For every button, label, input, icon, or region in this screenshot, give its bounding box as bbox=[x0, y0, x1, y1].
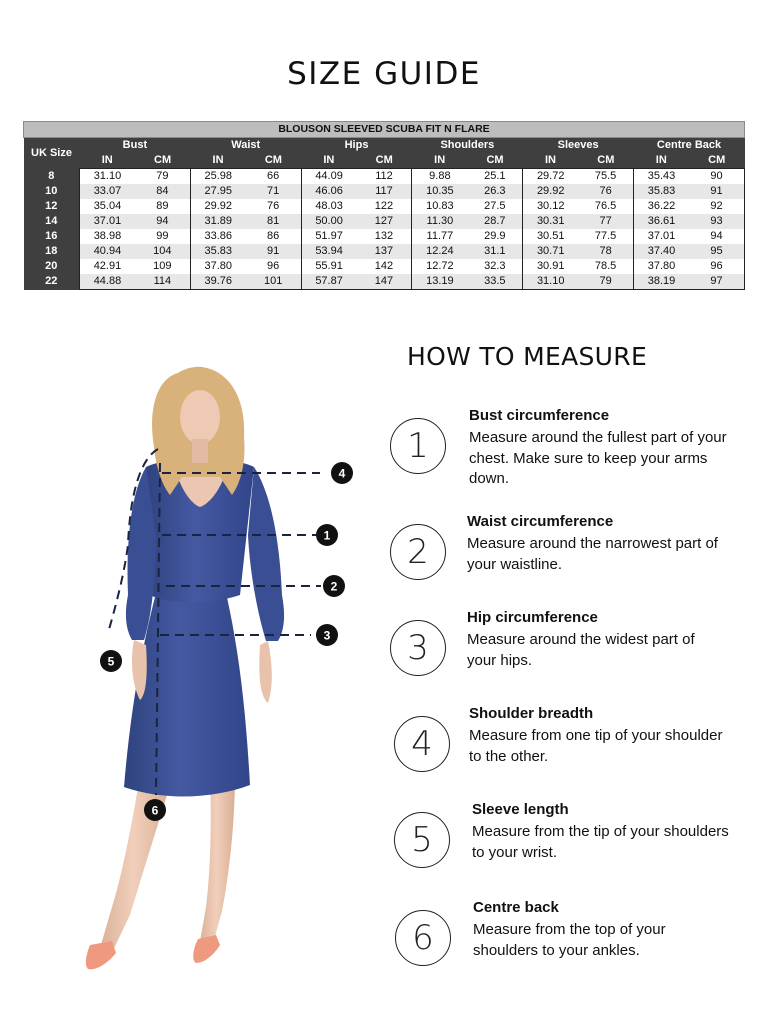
size-cell: 20 bbox=[24, 259, 80, 274]
table-cell: 96 bbox=[689, 259, 745, 274]
marker-2-label: 2 bbox=[330, 579, 338, 594]
table-cell: 31.89 bbox=[190, 214, 245, 229]
unit-header: CM bbox=[689, 153, 745, 169]
table-cell: 25.1 bbox=[467, 169, 522, 185]
table-cell: 35.04 bbox=[80, 199, 135, 214]
table-cell: 26.3 bbox=[467, 184, 522, 199]
size-cell: 18 bbox=[24, 244, 80, 259]
table-cell: 99 bbox=[135, 229, 190, 244]
step-centre-back bbox=[390, 899, 760, 990]
table-cell: 101 bbox=[246, 274, 301, 290]
table-cell: 37.80 bbox=[634, 259, 689, 274]
unit-header: CM bbox=[578, 153, 633, 169]
table-cell: 32.3 bbox=[467, 259, 522, 274]
table-cell: 30.31 bbox=[523, 214, 578, 229]
table-row bbox=[24, 184, 745, 199]
table-cell: 44.88 bbox=[80, 274, 135, 290]
shoe-left bbox=[86, 941, 116, 969]
table-cell: 33.07 bbox=[80, 184, 135, 199]
table-cell: 29.72 bbox=[523, 169, 578, 185]
table-cell: 30.12 bbox=[523, 199, 578, 214]
size-cell: 8 bbox=[24, 169, 80, 185]
unit-header: CM bbox=[467, 153, 522, 169]
table-cell: 78 bbox=[578, 244, 633, 259]
table-cell: 79 bbox=[135, 169, 190, 185]
step-shoulders bbox=[390, 705, 760, 796]
size-cell: 22 bbox=[24, 274, 80, 290]
marker-4-label: 4 bbox=[338, 466, 346, 481]
table-cell: 33.86 bbox=[190, 229, 245, 244]
step-title: Bust circumference bbox=[469, 407, 610, 424]
marker-6-label: 6 bbox=[151, 803, 159, 818]
step-sleeves bbox=[390, 801, 760, 892]
unit-header: IN bbox=[301, 153, 356, 169]
unit-header: CM bbox=[135, 153, 190, 169]
table-cell: 30.91 bbox=[523, 259, 578, 274]
table-cell: 10.35 bbox=[412, 184, 467, 199]
table-cell: 94 bbox=[689, 229, 745, 244]
unit-header: IN bbox=[523, 153, 578, 169]
table-cell: 109 bbox=[135, 259, 190, 274]
step-description: Measure around the widest part of your hips. bbox=[467, 631, 695, 669]
table-cell: 37.01 bbox=[634, 229, 689, 244]
table-cell: 25.98 bbox=[190, 169, 245, 185]
group-header-bust: Bust bbox=[80, 138, 191, 154]
marker-1-label: 1 bbox=[323, 528, 331, 543]
size-table bbox=[23, 121, 745, 290]
table-cell: 31.1 bbox=[467, 244, 522, 259]
table-cell: 132 bbox=[357, 229, 412, 244]
unit-header: IN bbox=[412, 153, 467, 169]
table-cell: 95 bbox=[689, 244, 745, 259]
table-cell: 44.09 bbox=[301, 169, 356, 185]
step-description: Measure from the tip of your shoulders to your wrist. bbox=[472, 823, 729, 861]
table-cell: 42.91 bbox=[80, 259, 135, 274]
model-figure bbox=[70, 355, 360, 985]
group-header-centre-back: Centre Back bbox=[634, 138, 745, 154]
sleeve-right bbox=[248, 467, 284, 641]
table-cell: 76.5 bbox=[578, 199, 633, 214]
table-cell: 76 bbox=[246, 199, 301, 214]
size-header: UK Size bbox=[24, 138, 80, 169]
table-cell: 31.10 bbox=[523, 274, 578, 290]
table-cell: 13.19 bbox=[412, 274, 467, 290]
step-description: Measure from one tip of your shoulder to the other. bbox=[469, 727, 723, 765]
table-cell: 75.5 bbox=[578, 169, 633, 185]
table-cell: 38.19 bbox=[634, 274, 689, 290]
step-description: Measure from the top of your shoulders to your ankles. bbox=[473, 921, 666, 959]
group-header-hips: Hips bbox=[301, 138, 412, 154]
table-cell: 89 bbox=[135, 199, 190, 214]
table-title: BLOUSON SLEEVED SCUBA FIT N FLARE bbox=[24, 122, 745, 138]
group-header-shoulders: Shoulders bbox=[412, 138, 523, 154]
table-cell: 29.9 bbox=[467, 229, 522, 244]
table-cell: 78.5 bbox=[578, 259, 633, 274]
table-cell: 31.10 bbox=[80, 169, 135, 185]
step-number-circle: 3 bbox=[390, 620, 446, 676]
table-cell: 33.5 bbox=[467, 274, 522, 290]
table-row bbox=[24, 214, 745, 229]
how-to-measure-title: HOW TO MEASURE bbox=[407, 342, 648, 371]
step-title: Waist circumference bbox=[467, 513, 614, 530]
table-cell: 114 bbox=[135, 274, 190, 290]
table-cell: 91 bbox=[246, 244, 301, 259]
step-number-circle: 4 bbox=[394, 716, 450, 772]
table-cell: 37.01 bbox=[80, 214, 135, 229]
neck bbox=[192, 439, 208, 463]
step-number-circle: 1 bbox=[390, 418, 446, 474]
table-cell: 30.51 bbox=[523, 229, 578, 244]
unit-header: CM bbox=[246, 153, 301, 169]
table-cell: 97 bbox=[689, 274, 745, 290]
table-cell: 55.91 bbox=[301, 259, 356, 274]
table-cell: 147 bbox=[357, 274, 412, 290]
table-cell: 92 bbox=[689, 199, 745, 214]
table-cell: 27.5 bbox=[467, 199, 522, 214]
table-cell: 29.92 bbox=[523, 184, 578, 199]
unit-header: IN bbox=[634, 153, 689, 169]
table-cell: 76 bbox=[578, 184, 633, 199]
step-title: Centre back bbox=[473, 899, 559, 916]
unit-header: CM bbox=[357, 153, 412, 169]
table-cell: 35.43 bbox=[634, 169, 689, 185]
step-description: Measure around the narrowest part of your waistline. bbox=[467, 535, 718, 573]
table-cell: 142 bbox=[357, 259, 412, 274]
size-cell: 12 bbox=[24, 199, 80, 214]
step-description: Measure around the fullest part of your chest. Make sure to keep your arms down. bbox=[469, 429, 727, 487]
table-cell: 96 bbox=[246, 259, 301, 274]
group-header-waist: Waist bbox=[190, 138, 301, 154]
table-cell: 51.97 bbox=[301, 229, 356, 244]
unit-header: IN bbox=[190, 153, 245, 169]
table-cell: 12.24 bbox=[412, 244, 467, 259]
size-cell: 14 bbox=[24, 214, 80, 229]
table-cell: 117 bbox=[357, 184, 412, 199]
table-cell: 38.98 bbox=[80, 229, 135, 244]
table-cell: 91 bbox=[689, 184, 745, 199]
table-cell: 48.03 bbox=[301, 199, 356, 214]
table-cell: 71 bbox=[246, 184, 301, 199]
step-number-circle: 5 bbox=[394, 812, 450, 868]
table-cell: 84 bbox=[135, 184, 190, 199]
table-cell: 57.87 bbox=[301, 274, 356, 290]
table-row bbox=[24, 199, 745, 214]
shoe-right bbox=[193, 935, 220, 963]
marker-3-label: 3 bbox=[323, 628, 331, 643]
step-number-circle: 6 bbox=[395, 910, 451, 966]
table-cell: 37.80 bbox=[190, 259, 245, 274]
step-waist bbox=[390, 513, 760, 604]
group-header-sleeves: Sleeves bbox=[523, 138, 634, 154]
step-hips bbox=[390, 609, 760, 700]
table-row bbox=[24, 259, 745, 274]
table-cell: 90 bbox=[689, 169, 745, 185]
table-cell: 104 bbox=[135, 244, 190, 259]
table-cell: 36.22 bbox=[634, 199, 689, 214]
table-row bbox=[24, 229, 745, 244]
table-cell: 79 bbox=[578, 274, 633, 290]
leg-right bbox=[198, 775, 235, 962]
page-title: SIZE GUIDE bbox=[287, 56, 481, 92]
table-cell: 36.61 bbox=[634, 214, 689, 229]
table-cell: 11.30 bbox=[412, 214, 467, 229]
unit-header: IN bbox=[80, 153, 135, 169]
table-cell: 35.83 bbox=[634, 184, 689, 199]
table-cell: 127 bbox=[357, 214, 412, 229]
table-row bbox=[24, 244, 745, 259]
table-cell: 112 bbox=[357, 169, 412, 185]
table-cell: 137 bbox=[357, 244, 412, 259]
table-cell: 27.95 bbox=[190, 184, 245, 199]
step-title: Shoulder breadth bbox=[469, 705, 594, 722]
size-cell: 16 bbox=[24, 229, 80, 244]
step-number-circle: 2 bbox=[390, 524, 446, 580]
table-cell: 81 bbox=[246, 214, 301, 229]
table-cell: 37.40 bbox=[634, 244, 689, 259]
table-cell: 35.83 bbox=[190, 244, 245, 259]
table-cell: 29.92 bbox=[190, 199, 245, 214]
table-cell: 9.88 bbox=[412, 169, 467, 185]
table-cell: 30.71 bbox=[523, 244, 578, 259]
table-cell: 94 bbox=[135, 214, 190, 229]
table-cell: 10.83 bbox=[412, 199, 467, 214]
step-title: Hip circumference bbox=[467, 609, 598, 626]
table-cell: 86 bbox=[246, 229, 301, 244]
table-cell: 39.76 bbox=[190, 274, 245, 290]
size-cell: 10 bbox=[24, 184, 80, 199]
table-cell: 93 bbox=[689, 214, 745, 229]
table-cell: 12.72 bbox=[412, 259, 467, 274]
marker-5-label: 5 bbox=[107, 654, 115, 669]
table-cell: 122 bbox=[357, 199, 412, 214]
table-cell: 46.06 bbox=[301, 184, 356, 199]
table-cell: 40.94 bbox=[80, 244, 135, 259]
table-cell: 50.00 bbox=[301, 214, 356, 229]
table-cell: 11.77 bbox=[412, 229, 467, 244]
face bbox=[180, 390, 220, 444]
table-cell: 28.7 bbox=[467, 214, 522, 229]
hand-right bbox=[259, 641, 272, 703]
table-cell: 53.94 bbox=[301, 244, 356, 259]
table-cell: 66 bbox=[246, 169, 301, 185]
table-cell: 77 bbox=[578, 214, 633, 229]
table-row bbox=[24, 169, 745, 185]
table-row bbox=[24, 274, 745, 290]
table-cell: 77.5 bbox=[578, 229, 633, 244]
step-bust bbox=[390, 407, 760, 498]
step-title: Sleeve length bbox=[472, 801, 569, 818]
